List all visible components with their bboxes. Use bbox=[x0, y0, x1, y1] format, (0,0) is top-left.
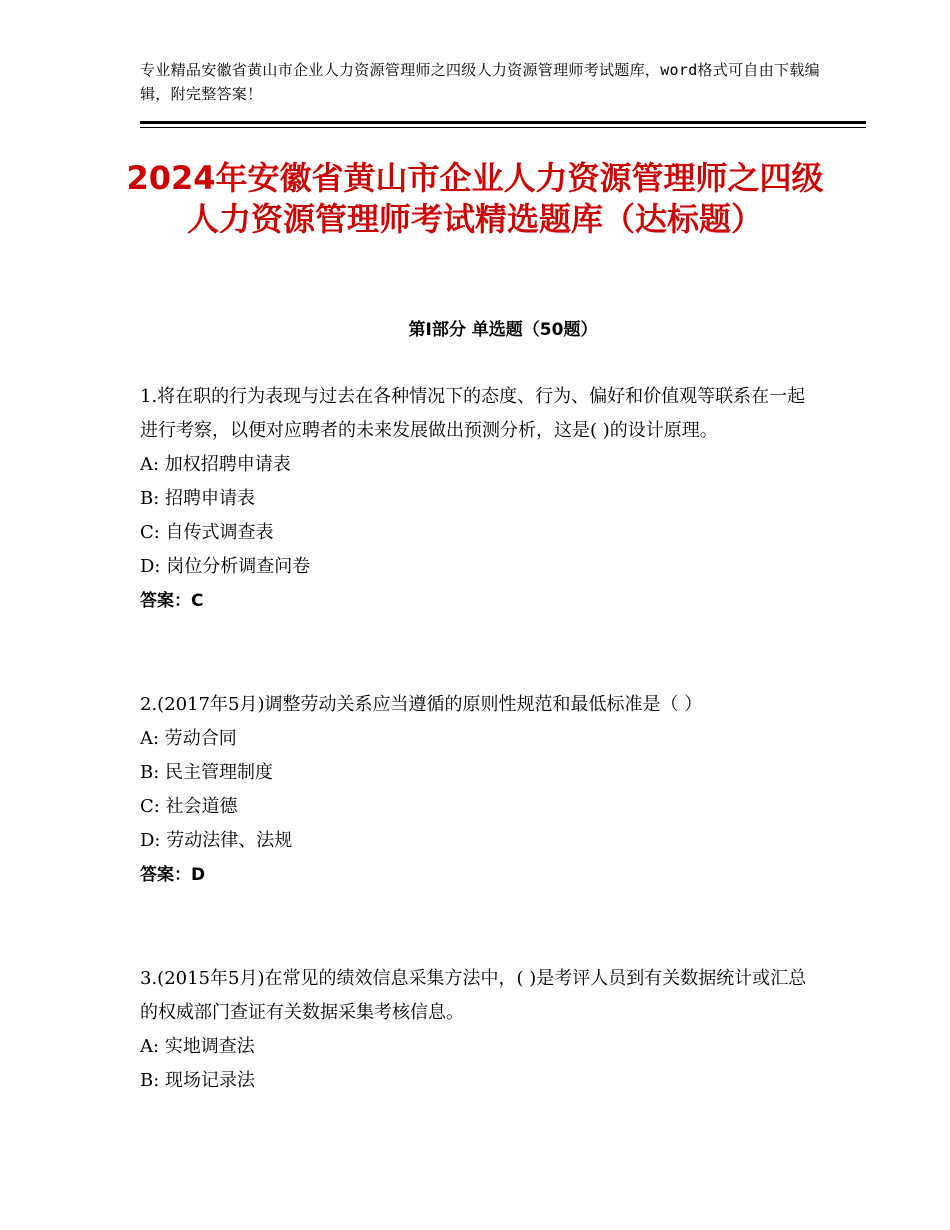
option-b: B: 招聘申请表 bbox=[140, 488, 256, 509]
question-stem: 2.(2017年5月)调整劳动关系应当遵循的原则性规范和最低标准是（ ） bbox=[140, 694, 703, 715]
answer: 答案：C bbox=[140, 591, 204, 611]
section-heading: 第Ⅰ部分 单选题（50题） bbox=[408, 320, 598, 340]
option-a: A: 劳动合同 bbox=[140, 728, 237, 749]
option-d: D: 岗位分析调查问卷 bbox=[140, 556, 311, 577]
option-b: B: 现场记录法 bbox=[140, 1070, 256, 1091]
option-b: B: 民主管理制度 bbox=[140, 762, 274, 783]
option-a: A: 加权招聘申请表 bbox=[140, 454, 291, 475]
option-c: C: 社会道德 bbox=[140, 796, 238, 817]
question-stem: 1.将在职的行为表现与过去在各种情况下的态度、行为、偏好和价值观等联系在一起进行考察，以便对应聘者的未来发展做出预测分析，这是( )的设计原理。 bbox=[140, 386, 806, 441]
header-divider-thin bbox=[140, 127, 866, 128]
option-c: C: 自传式调查表 bbox=[140, 522, 274, 543]
answer: 答案：D bbox=[140, 865, 206, 885]
document-title: 2024年安徽省黄山市企业人力资源管理师之四级人力资源管理师考试精选题库（达标题） bbox=[126, 159, 824, 238]
question-2 bbox=[140, 688, 820, 892]
option-a: A: 实地调查法 bbox=[140, 1036, 255, 1057]
question-stem: 3.(2015年5月)在常见的绩效信息采集方法中，( )是考评人员到有关数据统计或汇总的权威部门查证有关数据采集考核信息。 bbox=[140, 968, 807, 1023]
header-divider-thick bbox=[140, 121, 866, 124]
option-d: D: 劳动法律、法规 bbox=[140, 830, 293, 851]
question-1 bbox=[140, 380, 820, 618]
header-note: 专业精品安徽省黄山市企业人力资源管理师之四级人力资源管理师考试题库，word格式可自由下载编辑，附完整答案！ bbox=[140, 61, 820, 103]
question-3 bbox=[140, 962, 820, 1098]
